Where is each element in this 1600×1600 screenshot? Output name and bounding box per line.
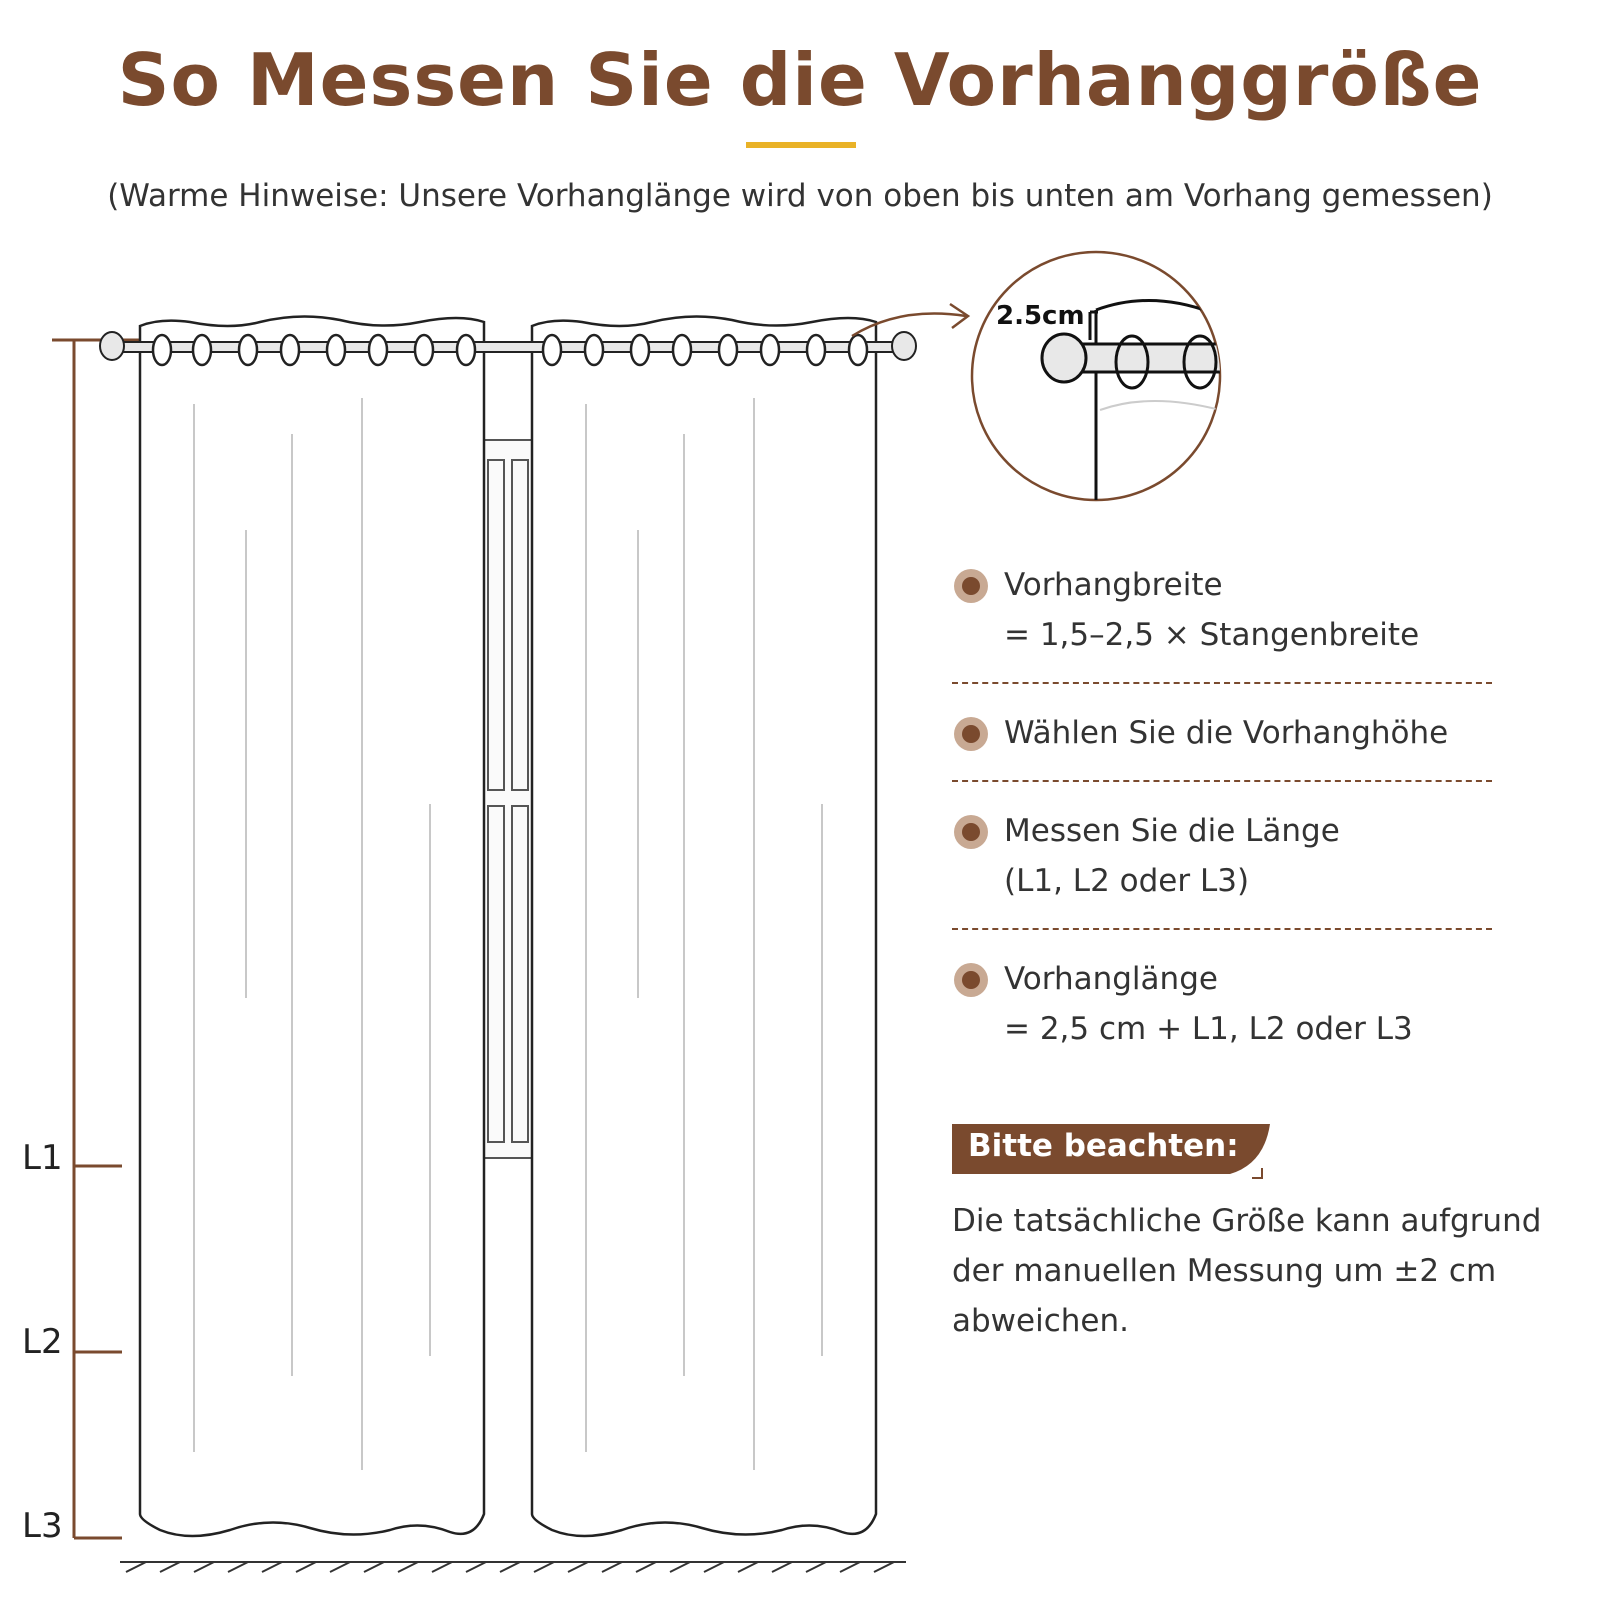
- curtain-panel-left: [140, 316, 484, 1536]
- page-title: So Messen Sie die Vorhanggröße: [117, 38, 1483, 122]
- label-l1: L1: [22, 1138, 63, 1178]
- divider: [952, 780, 1492, 782]
- detail-label: 2.5cm: [996, 301, 1085, 331]
- step-measure: Messen Sie die Länge (L1, L2 oder L3): [952, 806, 1512, 906]
- curtain-panel-right: [532, 316, 876, 1536]
- note-text: Die tatsächliche Größe kann aufgrund der manuellen Messung um ±2 cm abweichen.: [952, 1203, 1542, 1339]
- floor: [120, 1562, 906, 1572]
- bullet-icon: [954, 963, 988, 997]
- step-width: Vorhangbreite = 1,5–2,5 × Stangenbreite: [952, 560, 1512, 660]
- note-label: Bitte beachten:: [968, 1128, 1239, 1164]
- bullet-icon: [954, 815, 988, 849]
- bullet-icon: [954, 569, 988, 603]
- step-height: Wählen Sie die Vorhanghöhe: [952, 708, 1512, 758]
- window-frame: [484, 440, 532, 1158]
- divider: [952, 928, 1492, 930]
- label-l3: L3: [22, 1506, 63, 1546]
- step-length: Vorhanglänge = 2,5 cm + L1, L2 oder L3: [952, 954, 1512, 1054]
- detail-zoom-circle: [972, 252, 1248, 500]
- subtitle: (Warme Hinweise: Unsere Vorhanglänge wird von oben bis unten am Vorhang gemessen): [107, 178, 1493, 214]
- divider: [952, 682, 1492, 684]
- instructions-list: [952, 560, 1512, 1054]
- label-l2: L2: [22, 1322, 63, 1362]
- note-badge: [952, 1122, 1270, 1174]
- bullet-icon: [954, 717, 988, 751]
